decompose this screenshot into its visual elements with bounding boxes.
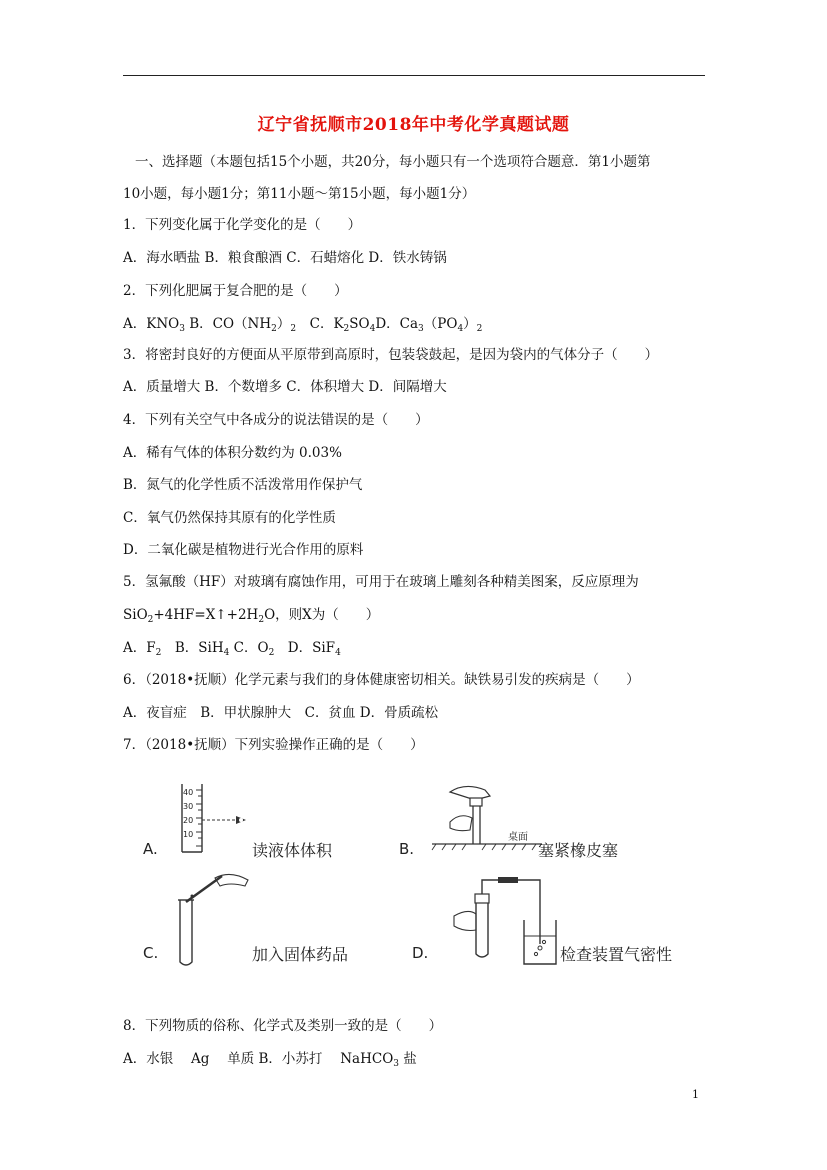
- option-d-label: D.: [412, 944, 429, 962]
- question-4-option-c: C．氧气仍然保持其原有的化学性质: [123, 510, 336, 526]
- cylinder-tick-30: 30: [183, 802, 194, 811]
- option-d-caption: 检查装置气密性: [560, 945, 673, 964]
- stopper-on-desk-drawing: [430, 782, 545, 857]
- section-intro-line-1: 一、选择题（本题包括15个小题，共20分，每小题只有一个选项符合题意．第1小题第: [135, 154, 651, 170]
- option-c-caption: 加入固体药品: [252, 945, 349, 964]
- cylinder-tick-40: 40: [183, 788, 194, 797]
- airtightness-check-drawing: [440, 874, 560, 974]
- header-rule: [123, 75, 705, 76]
- option-b-caption: 塞紧橡皮塞: [538, 841, 619, 860]
- question-8: 8．下列物质的俗称、化学式及类别一致的是（ ）: [123, 1018, 443, 1034]
- question-6: 6．（2018•抚顺）化学元素与我们的身体健康密切相关。缺铁易引发的疾病是（ ）: [123, 672, 640, 688]
- section-intro-line-2: 10小题，每小题1分；第11小题～第15小题，每小题1分）: [123, 186, 476, 202]
- page-number: 1: [692, 1088, 699, 1101]
- question-1: 1．下列变化属于化学变化的是（ ）: [123, 217, 362, 233]
- question-7: 7．（2018•抚顺）下列实验操作正确的是（ ）: [123, 737, 424, 753]
- desk-label: 桌面: [508, 832, 528, 843]
- option-a-caption: 读液体体积: [252, 841, 333, 860]
- question-5-formula: $SiO_2+4HF=X↑+2H_2O$，则X为（ ）: [123, 607, 380, 625]
- option-b-label: B.: [399, 840, 415, 858]
- document-title: 辽宁省抚顺市2018年中考化学真题试题: [257, 115, 570, 135]
- question-4-option-a: A．稀有气体的体积分数约为 0.03%: [123, 445, 342, 461]
- option-c-label: C.: [143, 944, 159, 962]
- question-8-options: A．水银 Ag 单质 B．小苏打 NaHCO$_3$ 盐: [123, 1051, 417, 1069]
- cylinder-tick-20: 20: [183, 816, 194, 825]
- question-5: 5．氢氟酸（HF）对玻璃有腐蚀作用，可用于在玻璃上雕刻各种精美图案，反应原理为: [123, 574, 639, 590]
- question-4: 4．下列有关空气中各成分的说法错误的是（ ）: [123, 412, 429, 428]
- question-4-option-d: D．二氧化碳是植物进行光合作用的原料: [123, 542, 364, 558]
- question-4-option-b: B．氮气的化学性质不活泼常用作保护气: [123, 477, 363, 493]
- question-6-options: A．夜盲症 B．甲状腺肿大 C．贫血 D．骨质疏松: [123, 705, 439, 721]
- option-a-label: A.: [143, 840, 158, 858]
- adding-solid-drawing: [170, 870, 260, 970]
- question-1-options: A．海水晒盐 B．粮食酿酒 C．石蜡熔化 D．铁水铸锅: [123, 250, 447, 266]
- question-2-options: A．$KNO_3$ B．$CO(NH_2)_2$ C．$K_2SO_4D$．$Ca_3(PO_4)_2$: [123, 316, 483, 334]
- question-5-options: A．$F_2$ B．SiH$_4$ C．$O_2$ D．SiF$_4$: [123, 640, 341, 658]
- cylinder-tick-10: 10: [183, 830, 194, 839]
- question-2: 2．下列化肥属于复合肥的是（ ）: [123, 283, 348, 299]
- question-3-options: A．质量增大 B．个数增多 C．体积增大 D．间隔增大: [123, 379, 447, 395]
- experiment-figure: [135, 782, 705, 977]
- question-3: 3．将密封良好的方便面从平原带到高原时，包装袋鼓起，是因为袋内的气体分子（ ）: [123, 347, 659, 363]
